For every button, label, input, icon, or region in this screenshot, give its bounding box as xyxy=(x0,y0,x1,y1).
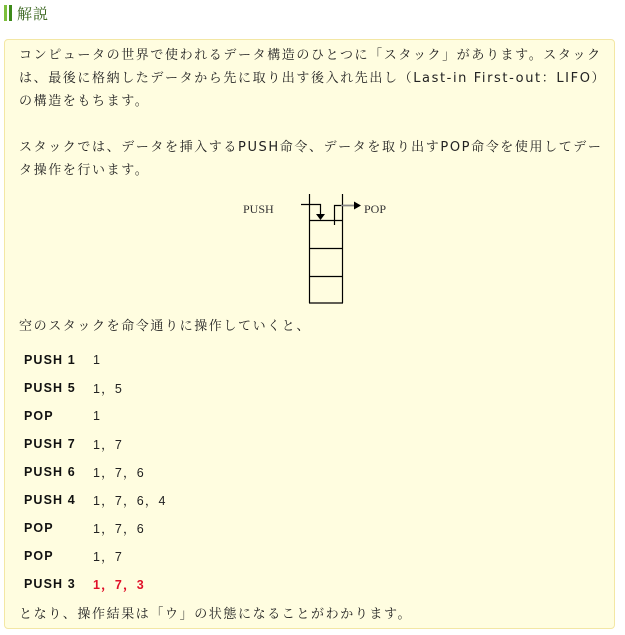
stack-state: 1，7，6 xyxy=(93,466,145,480)
operation-command: POP xyxy=(24,409,54,423)
stack-state: 1，7 xyxy=(93,438,124,452)
heading-marker-icon xyxy=(4,5,12,21)
operations-list xyxy=(24,346,167,598)
push-label: PUSH xyxy=(243,202,274,216)
operation-row xyxy=(24,514,167,542)
final-stack-state: 1，7，3 xyxy=(93,578,145,592)
operation-command: PUSH 3 xyxy=(24,577,76,591)
stack-state: 1，7，6，4 xyxy=(93,494,167,508)
stack-diagram xyxy=(231,192,401,307)
operations-lead-text: 空のスタックを命令通りに操作していくと、 xyxy=(19,319,312,334)
operation-command: PUSH 6 xyxy=(24,465,76,479)
operation-row xyxy=(24,458,167,486)
push-pop-paragraph: スタックでは、データを挿入するPUSH命令、データを取り出すPOP命令を使用してデータ操作を行います。 xyxy=(19,140,603,178)
stack-state: 1，7 xyxy=(93,550,124,564)
stack-state: 1，7，6 xyxy=(93,522,145,536)
operation-command: PUSH 4 xyxy=(24,493,76,507)
operation-command: PUSH 5 xyxy=(24,381,76,395)
stack-state: 1 xyxy=(93,409,102,423)
operation-row xyxy=(24,486,167,514)
operation-row-result xyxy=(24,570,167,598)
operation-row xyxy=(24,374,167,402)
heading-title: 解説 xyxy=(17,4,50,23)
operation-command: PUSH 1 xyxy=(24,353,76,367)
operation-row xyxy=(24,430,167,458)
operation-row xyxy=(24,402,167,430)
operation-row xyxy=(24,542,167,570)
operation-row xyxy=(24,346,167,374)
operation-command: PUSH 7 xyxy=(24,437,76,451)
conclusion-text: となり、操作結果は「ウ」の状態になることがわかります。 xyxy=(19,607,413,622)
intro-paragraph: コンピュータの世界で使われるデータ構造のひとつに「スタック」があります。スタックは、最後に格納したデータから先に取り出す後入れ先出し（Last-in First-out：LIFO）の構造をもちます。 xyxy=(19,48,607,109)
stack-state: 1，5 xyxy=(93,382,124,396)
push-arrow-icon xyxy=(301,205,325,221)
pop-label: POP xyxy=(364,202,387,216)
operation-command: POP xyxy=(24,549,54,563)
pop-arrow-icon xyxy=(335,202,362,226)
explanation-panel xyxy=(4,39,615,629)
operation-command: POP xyxy=(24,521,54,535)
stack-state: 1 xyxy=(93,353,102,367)
section-heading xyxy=(4,2,49,24)
